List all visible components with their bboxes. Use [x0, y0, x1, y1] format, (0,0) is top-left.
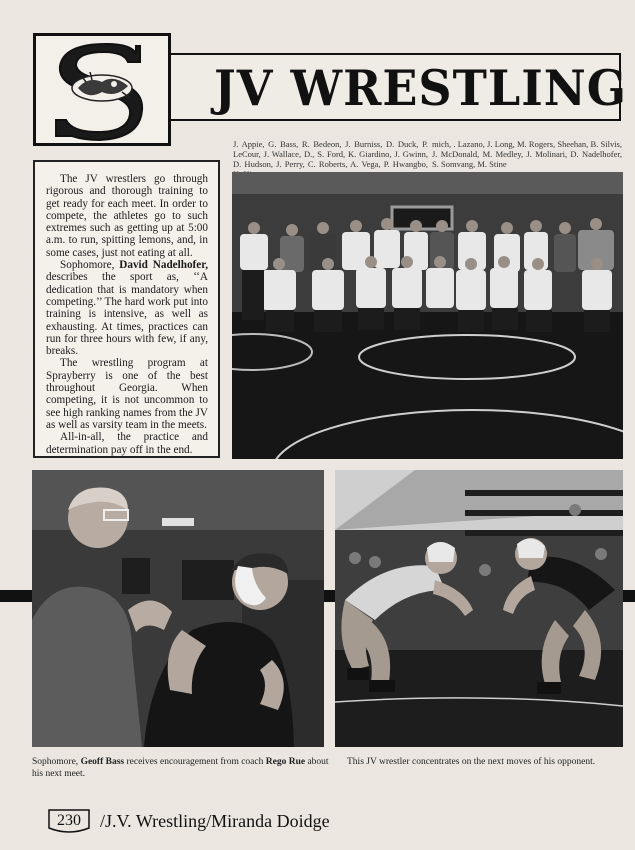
- school-logo: [33, 33, 171, 146]
- page-title: JV WRESTLING: [214, 59, 628, 117]
- roster-caption-right: mich, . Lazano, J. Long, M. Rogers, Sheehan, B. Silvis, J. McDonald, M. Medley, J. Molinari, D. Nadelhofer, S. Somvang, M. Stine: [432, 139, 622, 169]
- s-logo-icon: [36, 36, 168, 143]
- story-p2-post: describes the sport as, ‘‘A dedication that is mandatory when competing.’’ The hard work put into training is intensive, as well as exhausting. At times, practices can run for three hours with few, if any, breaks.: [46, 271, 208, 358]
- match-photo: [335, 470, 623, 747]
- story-p2-pre: Sophomore,: [60, 259, 120, 272]
- roster-caption-left: J. Appie, G. Bass, R. Bedeon, J. Burniss, D. Duck, P. LeCour, J. Wallace, D., S. Ford, K. Giardino, J. Gwinn, D. Hudson, J. Perry, C. Roberts, A. Vega, P. Hwangbo,: [233, 139, 428, 169]
- coach-caption-post: about his next meet.: [32, 757, 329, 779]
- story-paragraph-4: All-in-all, the practice and determination pay off in the end.: [46, 431, 208, 456]
- team-photo: [232, 172, 623, 459]
- coach-caption-pre: Sophomore,: [32, 757, 81, 767]
- match-photo-caption: This JV wrestler concentrates on the next moves of his opponent.: [347, 757, 596, 767]
- coach-photo-caption: [32, 756, 332, 780]
- quoted-student-name: David Nadelhofer,: [119, 259, 208, 272]
- page-number: 230: [57, 812, 81, 829]
- story-paragraph-3: The wrestling program at Sprayberry is one of the best throughout Georgia. When competing, it is not uncommon to see high ranking names from the JV as well as varsity team in the meets.: [46, 357, 208, 431]
- coach-caption-mid: receives encouragement from coach: [124, 757, 266, 767]
- story-box: [33, 160, 220, 458]
- coach-name: Rego Rue: [265, 757, 306, 767]
- story-paragraph-1: The JV wrestlers go through rigorous and thorough training to get ready for each meet. In order to compete, the athletes go to such extremes such as getting up at 5:00 a.m. to run, spitting lemons, and, in some cases, just not eating at all.: [46, 173, 208, 259]
- student-name: Geoff Bass: [80, 757, 125, 767]
- story-paragraph-2: [46, 259, 208, 357]
- footer-section-credit: /J.V. Wrestling/Miranda Doidge: [100, 811, 330, 831]
- coach-photo: [32, 470, 324, 747]
